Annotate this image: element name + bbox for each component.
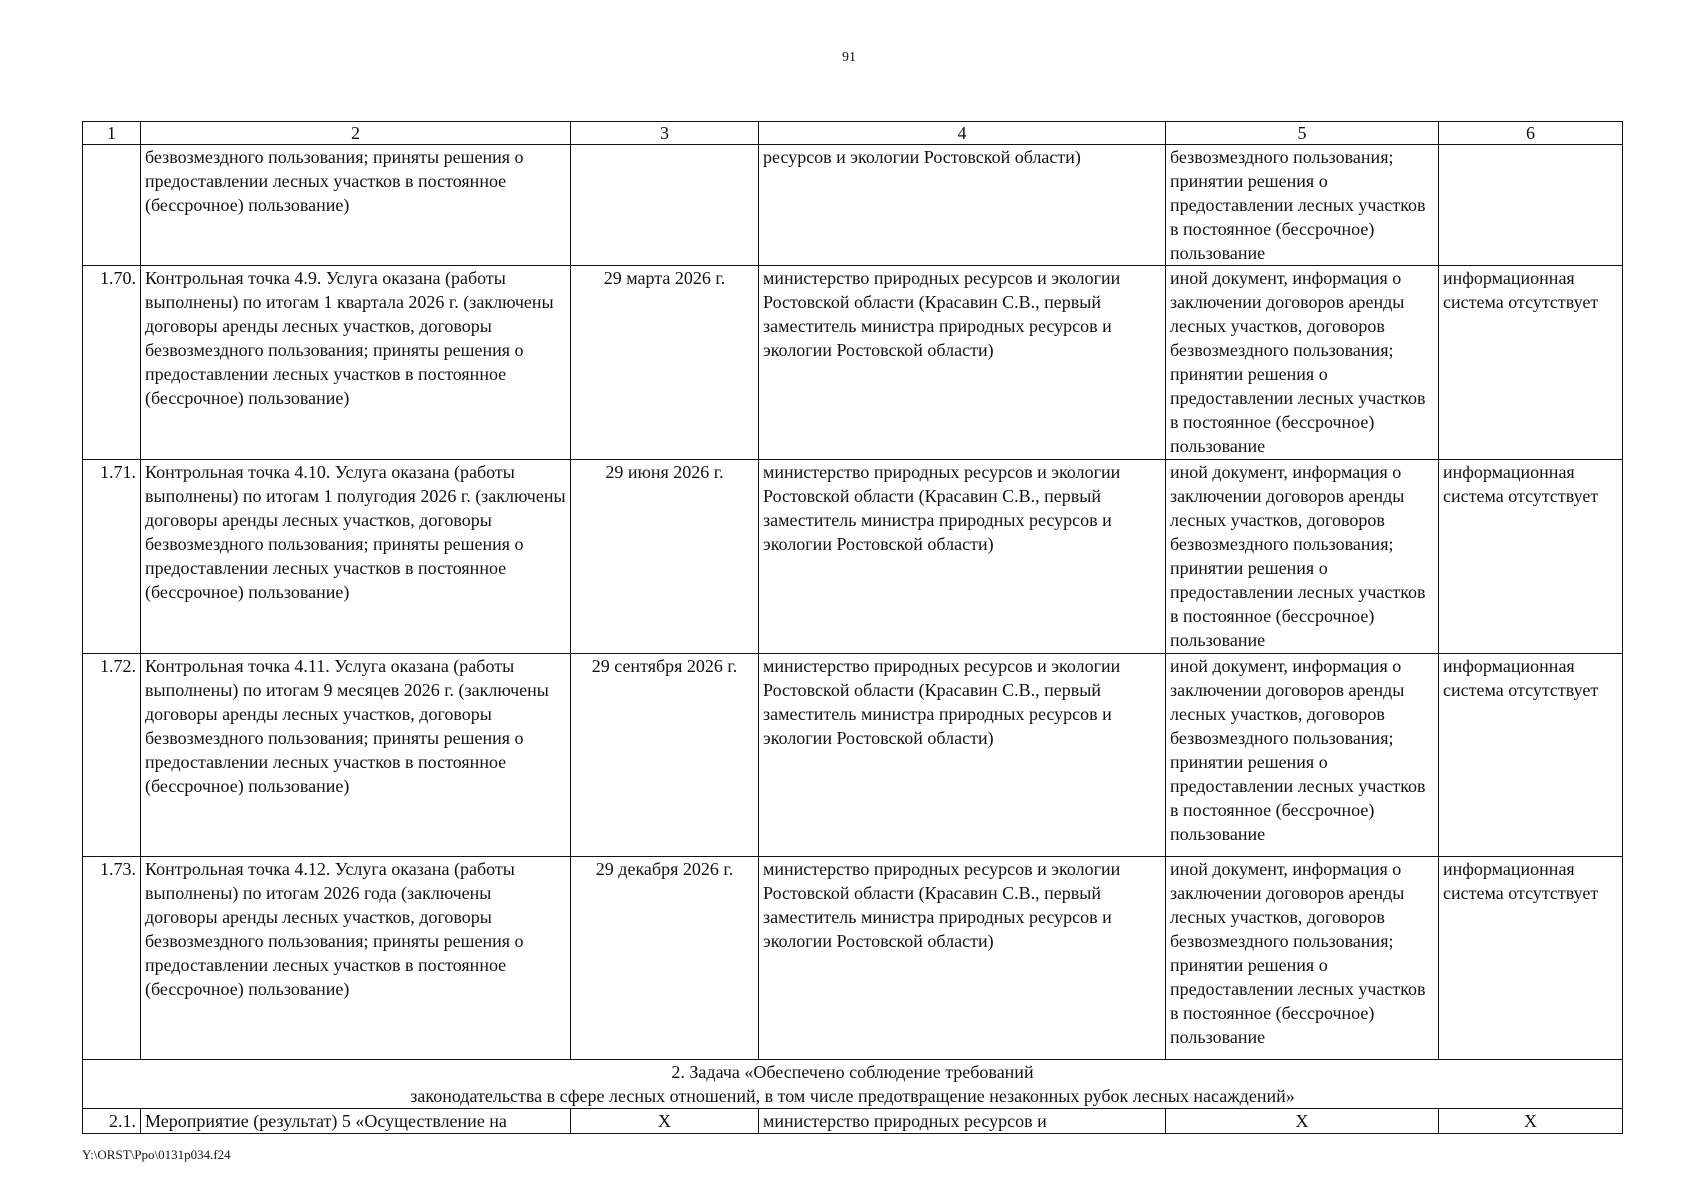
row-date: 29 декабря 2026 г. [571,857,759,1060]
table-row [83,145,1623,266]
row-document: иной документ, информация о заключении договоров аренды лесных участков, договоров безвозмездного пользования; принятии решения о предоставлении лесных участков в постоянное (бессрочное) пользование [1166,266,1439,460]
table-row [83,1109,1623,1134]
row-name: безвозмездного пользования; приняты решения о предоставлении лесных участков в постоянное (бессрочное) пользование) [141,145,571,266]
row-number: 1.73. [83,857,141,1060]
row-document: иной документ, информация о заключении договоров аренды лесных участков, договоров безвозмездного пользования; принятии решения о предоставлении лесных участков в постоянное (бессрочное) пользование [1166,654,1439,857]
column-header: 4 [759,122,1166,145]
section-title-line-2: законодательства в сфере лесных отношений, в том числе предотвращение незаконных рубок лесных насаждений» [410,1086,1295,1106]
row-date: 29 июня 2026 г. [571,460,759,654]
header-row [83,122,1623,145]
row-date: 29 марта 2026 г. [571,266,759,460]
row-system: информационная система отсутствует [1439,460,1623,654]
row-document: Х [1166,1109,1439,1134]
row-system [1439,145,1623,266]
column-header: 6 [1439,122,1623,145]
column-header: 3 [571,122,759,145]
row-name: Контрольная точка 4.9. Услуга оказана (работы выполнены) по итогам 1 квартала 2026 г. (заключены договоры аренды лесных участков, договоры безвозмездного пользования; приняты решения о предоставлении лесных участков в постоянное (бессрочное) пользование) [141,266,571,460]
column-header: 2 [141,122,571,145]
row-document: безвозмездного пользования; принятии решения о предоставлении лесных участков в постоянное (бессрочное) пользование [1166,145,1439,266]
table-row [83,654,1623,857]
row-number: 1.70. [83,266,141,460]
row-responsible: министерство природных ресурсов и экологии Ростовской области (Красавин С.В., первый заместитель министра природных ресурсов и экологии Ростовской области) [759,460,1166,654]
row-responsible: министерство природных ресурсов и [759,1109,1166,1134]
row-date: 29 сентября 2026 г. [571,654,759,857]
row-number: 1.72. [83,654,141,857]
column-header: 1 [83,122,141,145]
table-row [83,460,1623,654]
plan-table [82,121,1623,1134]
row-responsible: министерство природных ресурсов и экологии Ростовской области (Красавин С.В., первый заместитель министра природных ресурсов и экологии Ростовской области) [759,266,1166,460]
row-name: Контрольная точка 4.11. Услуга оказана (работы выполнены) по итогам 9 месяцев 2026 г. (заключены договоры аренды лесных участков, договоры безвозмездного пользования; приняты решения о предоставлении лесных участков в постоянное (бессрочное) пользование) [141,654,571,857]
row-name: Контрольная точка 4.12. Услуга оказана (работы выполнены) по итогам 2026 года (заключены договоры аренды лесных участков, договоры безвозмездного пользования; приняты решения о предоставлении лесных участков в постоянное (бессрочное) пользование) [141,857,571,1060]
section-row [83,1060,1623,1109]
row-date: Х [571,1109,759,1134]
file-path-footer: Y:\ORST\Ppo\0131p034.f24 [82,1147,231,1162]
row-number [83,145,141,266]
section-title-line-1: 2. Задача «Обеспечено соблюдение требований [671,1062,1034,1082]
row-document: иной документ, информация о заключении договоров аренды лесных участков, договоров безвозмездного пользования; принятии решения о предоставлении лесных участков в постоянное (бессрочное) пользование [1166,460,1439,654]
page-number: 91 [842,50,856,65]
row-system: информационная система отсутствует [1439,266,1623,460]
section-title [83,1060,1623,1109]
row-name: Мероприятие (результат) 5 «Осуществление на [141,1109,571,1134]
row-date [571,145,759,266]
column-header: 5 [1166,122,1439,145]
table-row [83,266,1623,460]
row-system: информационная система отсутствует [1439,654,1623,857]
row-system: информационная система отсутствует [1439,857,1623,1060]
table-row [83,857,1623,1060]
row-name: Контрольная точка 4.10. Услуга оказана (работы выполнены) по итогам 1 полугодия 2026 г. (заключены договоры аренды лесных участков, договоры безвозмездного пользования; приняты решения о предоставлении лесных участков в постоянное (бессрочное) пользование) [141,460,571,654]
row-document: иной документ, информация о заключении договоров аренды лесных участков, договоров безвозмездного пользования; принятии решения о предоставлении лесных участков в постоянное (бессрочное) пользование [1166,857,1439,1060]
row-responsible: ресурсов и экологии Ростовской области) [759,145,1166,266]
row-responsible: министерство природных ресурсов и экологии Ростовской области (Красавин С.В., первый заместитель министра природных ресурсов и экологии Ростовской области) [759,654,1166,857]
row-system: Х [1439,1109,1623,1134]
row-number: 1.71. [83,460,141,654]
row-number: 2.1. [83,1109,141,1134]
row-responsible: министерство природных ресурсов и экологии Ростовской области (Красавин С.В., первый заместитель министра природных ресурсов и экологии Ростовской области) [759,857,1166,1060]
